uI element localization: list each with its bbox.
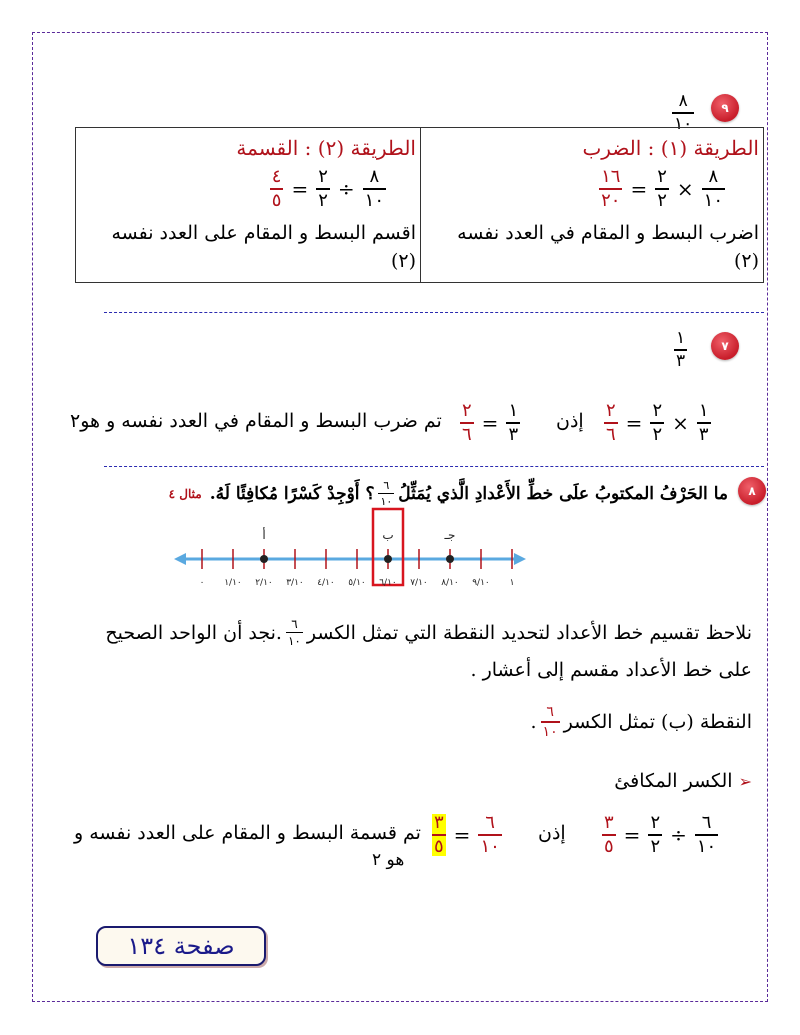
question-8-fraction: $\frac{٦}{١٠}$: [380, 479, 393, 508]
equivalent-equation: $\frac{٣}{٥}$ = $\frac{٢}{٢}$ ÷ $\frac{٦}{١٠}$: [604, 812, 717, 857]
question-7-explanation: تم ضرب البسط و المقام في العدد نفسه و هو٢: [70, 410, 442, 432]
tick-label: ٥/١٠: [348, 578, 366, 588]
highlight-box: [373, 509, 403, 585]
paragraph-part-a: نلاحظ تقسيم خط الأعداد لتحديد النقطة التي تمثل الكسر: [306, 621, 752, 644]
equivalent-explanation: تم قسمة البسط و المقام على العدد نفسه و: [74, 822, 421, 844]
method-1-equation: $\frac{١٦}{٢٠}$ = $\frac{٢}{٢}$ × $\frac{٨}{١٠}$: [601, 166, 723, 211]
equivalent-explanation-cont: هو ٢: [372, 850, 405, 870]
highlighted-result: $\frac{٣}{٥}$: [434, 812, 444, 857]
tick-label: ٦/١٠: [379, 578, 397, 588]
method-2-equation: $\frac{٤}{٥}$ = $\frac{٢}{٢}$ ÷ $\frac{٨}{١٠}$: [271, 166, 384, 211]
methods-table: [75, 127, 764, 283]
question-7-fraction: $\frac{١}{٣}$: [676, 328, 686, 371]
method-2-description-cont: (٢): [390, 250, 416, 272]
paragraph-line-2: على خط الأعداد مقسم إلى أعشار .: [470, 659, 752, 681]
tick-label: ٣/١٠: [286, 578, 304, 588]
question-7-equation: $\frac{٢}{٦}$ = $\frac{٢}{٢}$ × $\frac{١}{٣}$: [606, 400, 709, 445]
tick-label: ٨/١٠: [441, 578, 459, 588]
question-9-badge: ٩: [711, 94, 739, 122]
number-line: [170, 503, 530, 593]
equivalent-result: $\frac{٣}{٥}$ = $\frac{٦}{١٠}$: [434, 812, 500, 857]
tick-label: ٠: [199, 578, 205, 588]
equivalent-then: إذن: [538, 822, 566, 844]
method-1-title: الطريقة (١) : الضرب: [582, 136, 759, 160]
method-1-description: اضرب البسط و المقام في العدد نفسه: [457, 222, 759, 244]
arrow-left-icon: [174, 553, 186, 565]
number-line-point: [260, 555, 268, 563]
point-letter: أ: [262, 528, 266, 542]
point-fraction: $\frac{٦}{١٠}$: [542, 704, 558, 740]
question-7-result: $\frac{٢}{٦}$ = $\frac{١}{٣}$: [462, 400, 519, 445]
point-letter: جـ: [444, 528, 456, 542]
tick-label: ٤/١٠: [317, 578, 335, 588]
number-line-point: [446, 555, 454, 563]
equivalent-title: [614, 770, 752, 792]
equivalent-title-text: الكسر المكافئ: [614, 770, 733, 792]
separator-2: [104, 466, 764, 467]
question-9-fraction: $\frac{٨}{١٠}$: [674, 91, 693, 134]
question-8-badge: ٨: [738, 477, 766, 505]
tick-label: ٢/١٠: [255, 578, 273, 588]
method-1-cell: [421, 128, 763, 282]
paragraph-fraction: $\frac{٦}{١٠}$: [287, 617, 301, 648]
question-7-then: إذن: [556, 410, 584, 432]
question-8-part2: ؟ أَوْجِدْ كَسْرًا مُكافِئًا لَهُ.: [209, 483, 375, 504]
paragraph-part-b: .نجد أن الواحد الصحيح: [105, 621, 282, 644]
paragraph-line-1: [105, 618, 752, 647]
arrow-bullet-icon: ➢: [738, 771, 752, 791]
tick-label: ١/١٠: [224, 578, 242, 588]
page-number-label: صفحة ١٣٤: [96, 926, 266, 966]
separator-1: [104, 312, 764, 313]
method-2-title: الطريقة (٢) : القسمة: [236, 136, 416, 160]
method-2-description: اقسم البسط و المقام على العدد نفسه: [111, 222, 416, 244]
tick-label: ٧/١٠: [410, 578, 428, 588]
tick-label: ٩/١٠: [472, 578, 490, 588]
number-line-point: [384, 555, 392, 563]
method-2-cell: [76, 128, 420, 282]
example-label: مثال ٤: [168, 486, 202, 501]
question-8-part1: ما الحَرْفُ المكتوبُ علَى خطِّ الأَعْدادِ الَّذي يُمَثِّلُ: [398, 483, 728, 504]
tick-label: ١: [509, 578, 515, 588]
point-end: .: [530, 711, 537, 733]
arrow-right-icon: [514, 553, 526, 565]
question-7-badge: ٧: [711, 332, 739, 360]
method-1-description-cont: (٢): [733, 250, 759, 272]
point-statement: [531, 705, 753, 739]
point-letter: ب: [382, 528, 394, 542]
point-text: النقطة (ب) تمثل الكسر: [563, 711, 752, 733]
